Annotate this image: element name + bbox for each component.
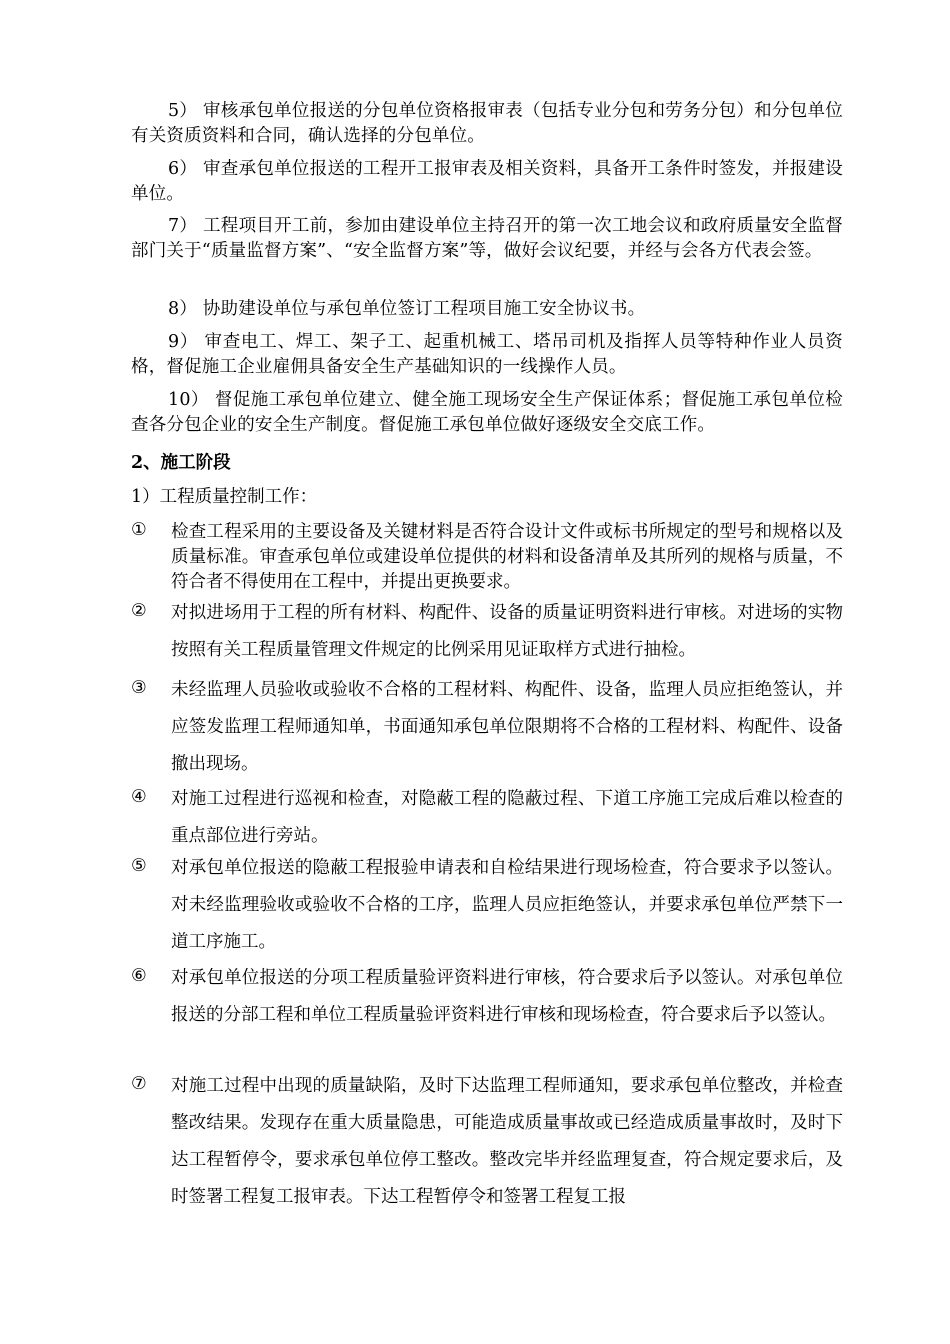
paragraph-item-6: 6） 审查承包单位报送的工程开工报审表及相关资料，具备开工条件时签发，并报建设单位。 [131, 159, 843, 204]
paragraph-item-7: 7） 工程项目开工前，参加由建设单位主持召开的第一次工地会议和政府质量安全监督部门关于“质量监督方案”、“安全监督方案”等，做好会议纪要，并经与会各方代表会签。 [131, 216, 843, 261]
paragraph-item-8: 8） 协助建设单位与承包单位签订工程项目施工安全协议书。 [168, 299, 646, 319]
list-text: 对施工过程进行巡视和检查，对隐蔽工程的隐蔽过程、下道工序施工完成后难以检查的重点部位进行旁站。 [171, 789, 843, 846]
paragraph-item-10: 10） 督促施工承包单位建立、健全施工现场安全生产保证体系；督促施工承包单位检查各分包企业的安全生产制度。督促施工承包单位做好逐级安全交底工作。 [131, 390, 843, 435]
list-number: ⑥ [131, 966, 147, 986]
list-item [131, 672, 843, 783]
list-number: ④ [131, 787, 147, 807]
list-text: 对承包单位报送的隐蔽工程报验申请表和自检结果进行现场检查，符合要求予以签认。对未经监理验收或验收不合格的工序，监理人员应拒绝签认，并要求承包单位严禁下一道工序施工。 [171, 858, 843, 952]
section-heading: 2、施工阶段 [131, 453, 231, 473]
list-text: 对拟进场用于工程的所有材料、构配件、设备的质量证明资料进行审核。对进场的实物按照有关工程质量管理文件规定的比例采用见证取样方式进行抽检。 [171, 603, 843, 660]
list-number: ③ [131, 678, 147, 698]
list-item [131, 781, 843, 855]
paragraph-item-9: 9） 审查电工、焊工、架子工、起重机械工、塔吊司机及指挥人员等特种作业人员资格，督促施工企业雇佣具备安全生产基础知识的一线操作人员。 [131, 332, 843, 377]
list-number: ⑦ [131, 1074, 147, 1094]
list-text: 检查工程采用的主要设备及关键材料是否符合设计文件或标书所规定的型号和规格以及质量标准。审查承包单位或建设单位提供的材料和设备清单及其所列的规格与质量，不符合者不得使用在工程中，并提出更换要求。 [171, 522, 843, 592]
list-text: 未经监理人员验收或验收不合格的工程材料、构配件、设备，监理人员应拒绝签认，并应签发监理工程师通知单，书面通知承包单位限期将不合格的工程材料、构配件、设备撤出现场。 [171, 680, 843, 774]
list-text: 对承包单位报送的分项工程质量验评资料进行审核，符合要求后予以签认。对承包单位报送的分部工程和单位工程质量验评资料进行审核和现场检查，符合要求后予以签认。 [171, 968, 843, 1025]
list-number: ② [131, 601, 147, 621]
paragraph-item-5: 5） 审核承包单位报送的分包单位资格报审表（包括专业分包和劳务分包）和分包单位有关资质资料和合同，确认选择的分包单位。 [131, 101, 843, 146]
list-item [131, 850, 843, 961]
list-text: 对施工过程中出现的质量缺陷，及时下达监理工程师通知，要求承包单位整改，并检查整改结果。发现存在重大质量隐患，可能造成质量事故或已经造成质量事故时，及时下达工程暂停令，要求承包单位停工整改。整改完毕并经监理复查，符合规定要求后，及时签署工程复工报审表。下达工程暂停令和签署工程复工报 [171, 1076, 843, 1207]
list-number: ① [131, 520, 147, 540]
list-item [131, 520, 843, 595]
list-item [131, 960, 843, 1034]
subsection-heading: 1）工程质量控制工作： [131, 487, 318, 507]
list-number: ⑤ [131, 856, 147, 876]
list-item [131, 595, 843, 669]
list-item [131, 1068, 843, 1216]
